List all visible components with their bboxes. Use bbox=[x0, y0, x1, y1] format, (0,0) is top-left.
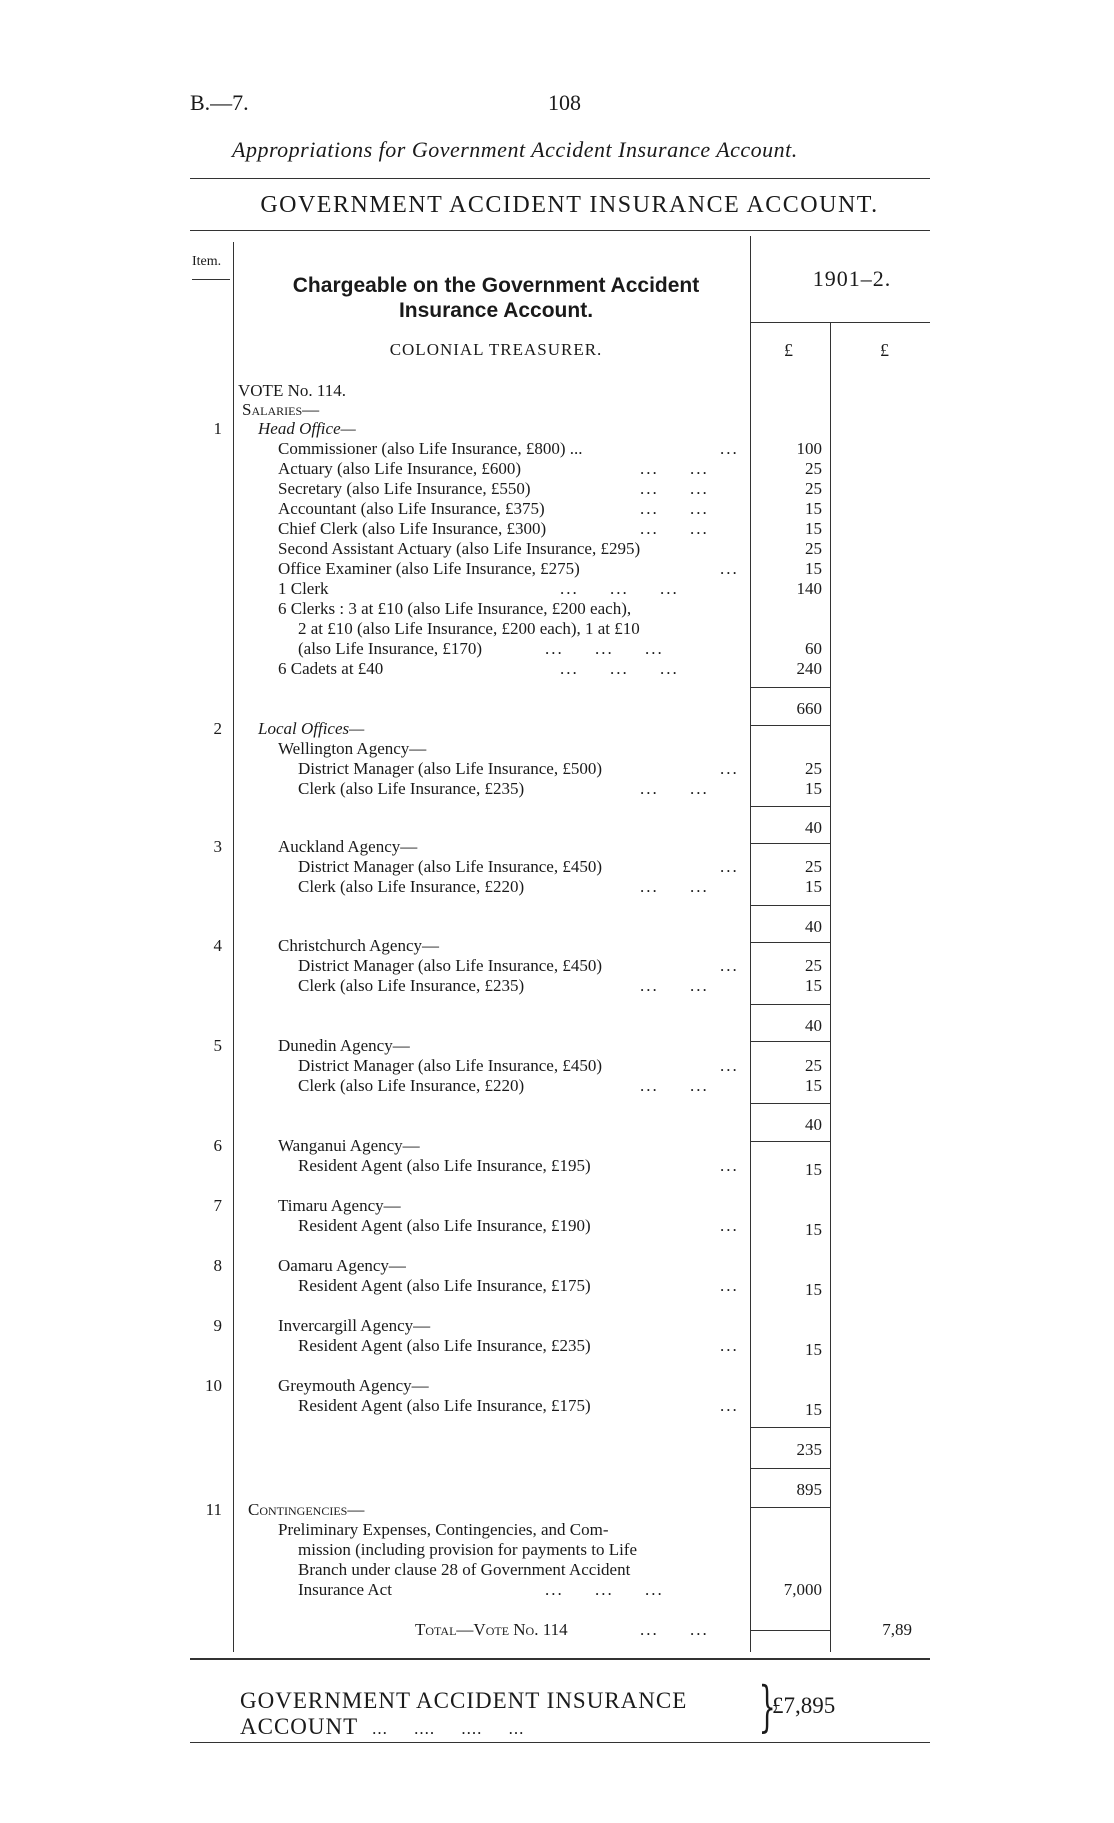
year-header: 1901–2. bbox=[812, 266, 892, 291]
leader-dots: ... bbox=[720, 1056, 739, 1075]
subtotal-amount: 40 bbox=[805, 818, 822, 837]
leader-dots: ... bbox=[720, 1276, 739, 1295]
line-text: District Manager (also Life Insurance, £450) bbox=[298, 956, 602, 975]
leader-dots: ... bbox=[720, 559, 739, 578]
sum-rule bbox=[750, 1141, 830, 1142]
item-number: 3 bbox=[213, 837, 222, 856]
line-amount: 15 bbox=[805, 1220, 822, 1239]
sum-rule bbox=[750, 1507, 830, 1508]
sum-rule bbox=[750, 1103, 830, 1104]
leader-dots: ... bbox=[720, 759, 739, 778]
line-amount: 25 bbox=[805, 539, 822, 558]
subtotal-amount: 40 bbox=[805, 1115, 822, 1134]
charge-column-header bbox=[236, 273, 756, 323]
sum-rule bbox=[750, 1630, 830, 1631]
line-amount: 100 bbox=[796, 439, 822, 458]
item-number: 6 bbox=[213, 1136, 222, 1155]
charge-header-line2: Insurance Account. bbox=[398, 299, 594, 322]
sum-rule bbox=[750, 1041, 830, 1042]
line-text: Branch under clause 28 of Government Accident bbox=[298, 1560, 631, 1579]
item-number: 4 bbox=[213, 936, 222, 955]
leader-dots: ... ... bbox=[640, 976, 709, 995]
leader-dots: ... ... ... bbox=[545, 1580, 664, 1599]
line-text: Insurance Act bbox=[298, 1580, 392, 1599]
head-office-label: Head Office— bbox=[258, 419, 356, 438]
line-text: District Manager (also Life Insurance, £450) bbox=[298, 1056, 602, 1075]
line-amount: 15 bbox=[805, 877, 822, 896]
agency-name: Greymouth Agency— bbox=[278, 1376, 429, 1395]
line-amount: 240 bbox=[796, 659, 822, 678]
item-number: 2 bbox=[213, 719, 222, 738]
item-column-header: Item. bbox=[192, 254, 222, 269]
vote-total-label: Total—Vote No. 114 bbox=[415, 1620, 568, 1639]
line-amount: 15 bbox=[805, 1280, 822, 1299]
sum-rule bbox=[750, 1468, 830, 1469]
grand-total-top-rule bbox=[190, 1658, 930, 1660]
agency-name: Wanganui Agency— bbox=[278, 1136, 420, 1155]
line-text: Resident Agent (also Life Insurance, £175) bbox=[298, 1276, 591, 1295]
line-amount: 15 bbox=[805, 976, 822, 995]
line-text: District Manager (also Life Insurance, £500) bbox=[298, 759, 602, 778]
agency-name: Wellington Agency— bbox=[278, 739, 427, 758]
line-text: Chief Clerk (also Life Insurance, £300) bbox=[278, 519, 547, 538]
item-number: 5 bbox=[213, 1036, 222, 1055]
contingencies-amount: 7,000 bbox=[783, 1580, 822, 1599]
line-amount: 25 bbox=[805, 857, 822, 876]
subtotal-amount: 660 bbox=[796, 699, 822, 718]
brace-glyph: } bbox=[758, 1675, 776, 1738]
line-text: Accountant (also Life Insurance, £375) bbox=[278, 499, 545, 518]
pound-sign-amounts: £ bbox=[784, 340, 793, 360]
leader-dots: ... ... bbox=[640, 479, 709, 498]
department-heading: COLONIAL TREASURER. bbox=[389, 340, 603, 359]
leader-dots: ... ... ... bbox=[560, 579, 679, 598]
page-title: GOVERNMENT ACCIDENT INSURANCE ACCOUNT. bbox=[260, 192, 879, 218]
subtotal-amount: 40 bbox=[805, 1016, 822, 1035]
agency-name: Dunedin Agency— bbox=[278, 1036, 410, 1055]
line-text: Clerk (also Life Insurance, £220) bbox=[298, 1076, 525, 1095]
leader-dots: ... ... bbox=[640, 1620, 709, 1639]
vote-number: VOTE No. 114. bbox=[238, 381, 346, 400]
line-text: Resident Agent (also Life Insurance, £190) bbox=[298, 1216, 591, 1235]
line-text: Commissioner (also Life Insurance, £800) ... bbox=[278, 439, 583, 458]
local-offices-total: 235 bbox=[796, 1440, 822, 1459]
salaries-total: 895 bbox=[796, 1480, 822, 1499]
leader-dots: ... bbox=[720, 1396, 739, 1415]
item-number: 11 bbox=[205, 1500, 222, 1519]
grand-total-line1: GOVERNMENT ACCIDENT INSURANCE bbox=[240, 1688, 688, 1713]
agency-name: Auckland Agency— bbox=[278, 837, 418, 856]
year-rule bbox=[750, 322, 930, 323]
leader-dots: ... ... bbox=[640, 459, 709, 478]
salaries-label: Salaries— bbox=[242, 400, 320, 419]
local-offices-label: Local Offices— bbox=[258, 719, 365, 738]
leader-dots: ... bbox=[720, 1216, 739, 1235]
charge-header-line1: Chargeable on the Government Accident bbox=[292, 274, 700, 297]
agency-name: Timaru Agency— bbox=[278, 1196, 401, 1215]
leader-dots: ... ... bbox=[640, 1076, 709, 1095]
item-number: 10 bbox=[205, 1376, 222, 1395]
line-amount: 25 bbox=[805, 759, 822, 778]
grand-total-label bbox=[240, 1688, 687, 1742]
grand-total-amount: £7,895 bbox=[772, 1693, 836, 1718]
line-amount: 15 bbox=[805, 519, 822, 538]
item-column-rule bbox=[233, 242, 234, 1652]
line-amount: 15 bbox=[805, 1400, 822, 1419]
leader-dots: ... ... bbox=[640, 519, 709, 538]
line-amount: 25 bbox=[805, 1056, 822, 1075]
leader-dots: ... bbox=[720, 439, 739, 458]
page-number: 108 bbox=[548, 90, 581, 115]
leader-dots: ... ... bbox=[640, 877, 709, 896]
subtitle-rule bbox=[190, 178, 930, 179]
leader-dots: ... ... ... bbox=[545, 639, 664, 658]
sum-rule bbox=[750, 1427, 830, 1428]
item-number: 1 bbox=[213, 419, 222, 438]
agency-name: Christchurch Agency— bbox=[278, 936, 439, 955]
leader-dots: ... bbox=[720, 1336, 739, 1355]
line-text: Secretary (also Life Insurance, £550) bbox=[278, 479, 531, 498]
leader-dots: ... ... ... bbox=[560, 659, 679, 678]
subtotal-amount: 40 bbox=[805, 917, 822, 936]
subtotal-column-rule bbox=[830, 322, 831, 1652]
line-text: Resident Agent (also Life Insurance, £235) bbox=[298, 1336, 591, 1355]
line-text: 2 at £10 (also Life Insurance, £200 each), 1 at £10 bbox=[298, 619, 640, 638]
sum-rule bbox=[750, 843, 830, 844]
line-amount: 60 bbox=[805, 639, 822, 658]
leader-dots: ... bbox=[720, 857, 739, 876]
grand-total-line2: ACCOUNT bbox=[240, 1714, 359, 1739]
line-text: 6 Clerks : 3 at £10 (also Life Insurance, £200 each), bbox=[278, 599, 632, 618]
leader-dots: ... bbox=[720, 956, 739, 975]
line-amount: 140 bbox=[796, 579, 822, 598]
line-text: Office Examiner (also Life Insurance, £275) bbox=[278, 559, 580, 578]
contingencies-label: Contingencies— bbox=[248, 1500, 365, 1519]
line-text: Resident Agent (also Life Insurance, £175) bbox=[298, 1396, 591, 1415]
leader-dots: ... ... bbox=[640, 499, 709, 518]
leader-dots: ... ... bbox=[640, 779, 709, 798]
document-reference: B.—7. bbox=[190, 90, 249, 115]
amount-column-rule bbox=[750, 236, 751, 1652]
item-number: 8 bbox=[213, 1256, 222, 1275]
leader-dots: ... bbox=[720, 1156, 739, 1175]
sum-rule bbox=[750, 806, 830, 807]
line-text: 6 Cadets at £40 bbox=[278, 659, 384, 678]
title-rule bbox=[190, 230, 930, 231]
line-text: Clerk (also Life Insurance, £235) bbox=[298, 779, 525, 798]
page-subtitle: Appropriations for Government Accident Insurance Account. bbox=[232, 137, 798, 162]
grand-total-bottom-rule bbox=[190, 1742, 930, 1743]
item-number: 9 bbox=[213, 1316, 222, 1335]
item-number: 7 bbox=[213, 1196, 222, 1215]
line-amount: 15 bbox=[805, 779, 822, 798]
line-text: Clerk (also Life Insurance, £220) bbox=[298, 877, 525, 896]
line-text: mission (including provision for payments to Life bbox=[298, 1540, 638, 1559]
line-amount: 15 bbox=[805, 499, 822, 518]
line-amount: 25 bbox=[805, 956, 822, 975]
sum-rule bbox=[750, 1004, 830, 1005]
sum-rule bbox=[750, 905, 830, 906]
line-text: Second Assistant Actuary (also Life Insurance, £295) bbox=[278, 539, 641, 558]
line-text: Clerk (also Life Insurance, £235) bbox=[298, 976, 525, 995]
line-amount: 15 bbox=[805, 559, 822, 578]
item-header-rule bbox=[192, 279, 230, 280]
vote-total-amount: 7,89 bbox=[882, 1620, 912, 1639]
line-amount: 25 bbox=[805, 479, 822, 498]
line-amount: 15 bbox=[805, 1160, 822, 1179]
sum-rule bbox=[750, 725, 830, 726]
line-amount: 15 bbox=[805, 1076, 822, 1095]
line-amount: 25 bbox=[805, 459, 822, 478]
leader-dots: ... .... .... ... bbox=[372, 1719, 525, 1738]
sum-rule bbox=[750, 687, 830, 688]
line-text: Actuary (also Life Insurance, £600) bbox=[278, 459, 522, 478]
agency-name: Oamaru Agency— bbox=[278, 1256, 406, 1275]
pound-sign-totals: £ bbox=[880, 340, 889, 360]
line-text: (also Life Insurance, £170) bbox=[298, 639, 483, 658]
line-text: 1 Clerk bbox=[278, 579, 329, 598]
grand-total-line2-row bbox=[240, 1714, 687, 1742]
line-text: District Manager (also Life Insurance, £450) bbox=[298, 857, 602, 876]
line-amount: 15 bbox=[805, 1340, 822, 1359]
agency-name: Invercargill Agency— bbox=[278, 1316, 431, 1335]
line-text: Resident Agent (also Life Insurance, £195) bbox=[298, 1156, 591, 1175]
line-text: Preliminary Expenses, Contingencies, and Com- bbox=[278, 1520, 609, 1539]
sum-rule bbox=[750, 942, 830, 943]
